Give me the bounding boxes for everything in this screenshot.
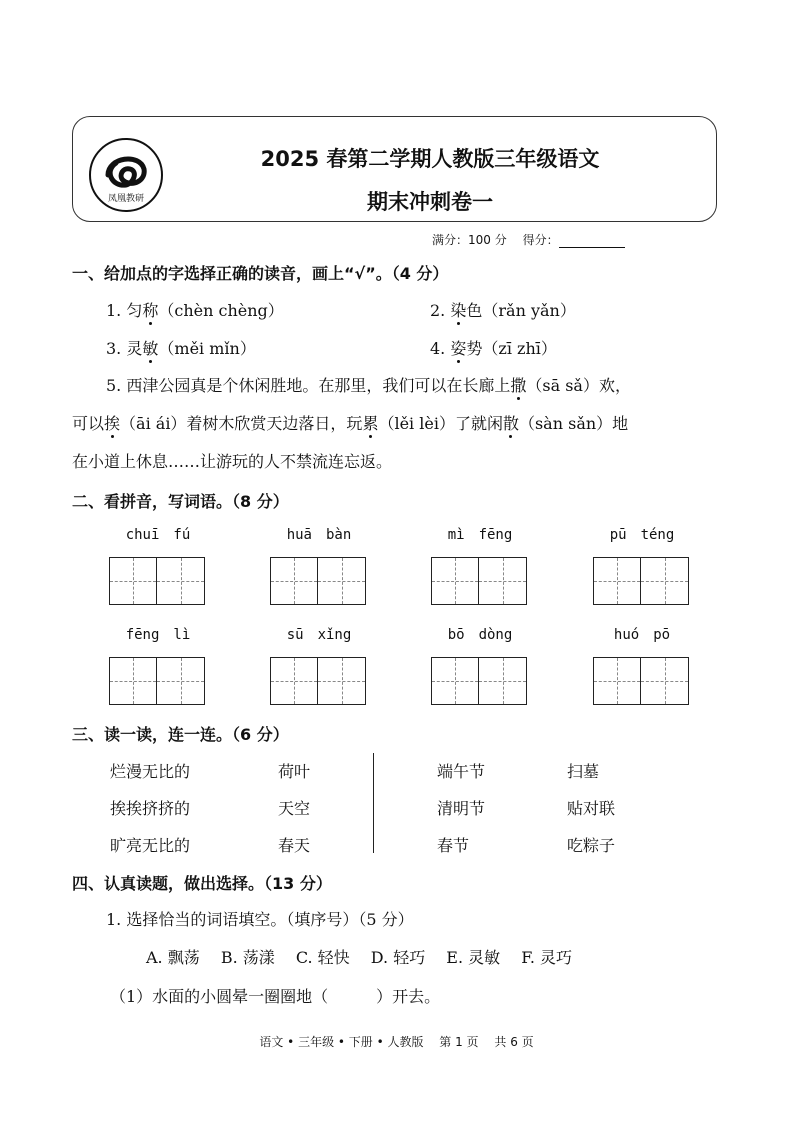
section1-heading: 一、给加点的字选择正确的读音，画上“√”。（4 分） [72, 264, 449, 283]
section2-heading: 二、看拼音，写词语。（8 分） [72, 492, 289, 511]
match-left-b: 天空 [278, 799, 311, 818]
pinyin-label: chuī fú [125, 527, 191, 543]
match-right-a: 端午节 [437, 762, 486, 781]
pinyin-label: pū téng [609, 527, 675, 543]
writing-grid[interactable] [593, 657, 689, 705]
writing-grid[interactable] [109, 557, 205, 605]
pinyin-label: fēng lì [125, 627, 191, 643]
match-right-a: 春节 [437, 836, 470, 855]
match-right-b: 扫墓 [567, 762, 600, 781]
page-subtitle: 期末冲刺卷一 [367, 190, 493, 214]
match-right-b: 吃粽子 [567, 836, 616, 855]
pinyin-label: sū xǐng [286, 627, 352, 643]
earned-score-blank[interactable] [559, 235, 625, 248]
match-left-b: 荷叶 [278, 762, 311, 781]
s1-para-line3: 在小道上休息……让游玩的人不禁流连忘返。 [72, 452, 393, 471]
writing-grid[interactable] [270, 657, 366, 705]
s1-para-line2: 可以挨（āi ái）着树木欣赏天边落日，玩累（lěi lèi）了就闲散（sàn sǎn）地 [72, 414, 629, 433]
logo [88, 137, 164, 213]
match-left-b: 春天 [278, 836, 311, 855]
dotted-char: 姿 [450, 339, 467, 358]
page-title: 2025 春第二学期人教版三年级语文 [260, 147, 600, 171]
s1-item-2: 2. 染色（rǎn yǎn） [430, 301, 576, 320]
writing-grid[interactable] [431, 557, 527, 605]
s1-item-3: 3. 灵敏（měi mǐn） [106, 339, 256, 358]
s1-item-4: 4. 姿势（zī zhī） [430, 339, 557, 358]
section4-heading: 四、认真读题，做出选择。（13 分） [72, 874, 332, 893]
s4-question-1: 1. 选择恰当的词语填空。（填序号）（5 分） [106, 910, 414, 929]
s4-options: A. 飘荡 B. 荡漾 C. 轻快 D. 轻巧 E. 灵敏 F. 灵巧 [146, 948, 572, 967]
dotted-char: 染 [450, 301, 467, 320]
page-footer: 语文 • 三年级 • 下册 • 人教版 第 1 页 共 6 页 [259, 1035, 534, 1049]
score-line [432, 231, 625, 248]
s1-item-1: 1. 匀称（chèn chèng） [106, 301, 284, 320]
writing-grid[interactable] [270, 557, 366, 605]
column-divider [373, 753, 374, 853]
logo-text: 凤凰教研 [107, 194, 145, 204]
match-right-b: 贴对联 [567, 799, 616, 818]
match-left-a: 旷亮无比的 [110, 836, 191, 855]
match-left-a: 烂漫无比的 [110, 762, 191, 781]
earned-score-label: 得分： [522, 233, 559, 247]
pinyin-label: huā bàn [286, 527, 352, 543]
writing-grid[interactable] [109, 657, 205, 705]
dotted-char: 称 [142, 301, 159, 320]
dotted-char: 敏 [142, 339, 159, 358]
writing-grid[interactable] [593, 557, 689, 605]
pinyin-label: bō dòng [447, 627, 513, 643]
writing-grid[interactable] [431, 657, 527, 705]
full-score-label: 满分：100 分 [432, 233, 507, 247]
match-left-a: 挨挨挤挤的 [110, 799, 191, 818]
s1-para-line1: 5. 西津公园真是个休闲胜地。在那里，我们可以在长廊上撒（sā sǎ）欢， [106, 376, 631, 395]
match-right-a: 清明节 [437, 799, 486, 818]
s4-sub-question-1: （1）水面的小圆晕一圈圈地（ ）开去。 [110, 987, 441, 1006]
pinyin-label: huó pō [613, 627, 671, 643]
pinyin-label: mì fēng [447, 527, 513, 543]
section3-heading: 三、读一读，连一连。（6 分） [72, 725, 289, 744]
